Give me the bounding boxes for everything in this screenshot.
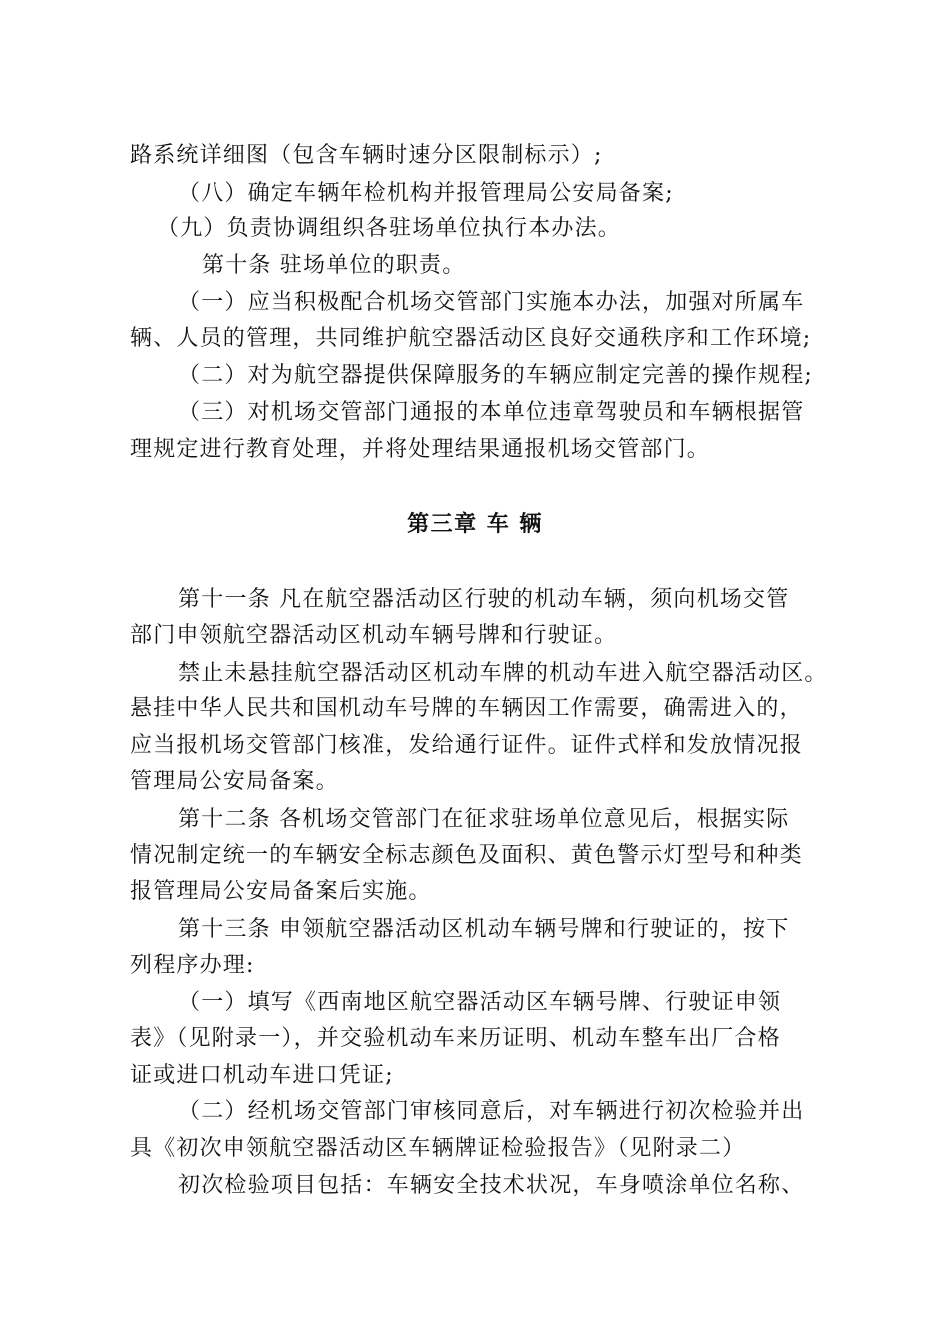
- chapter-heading: 第三章 车 辆: [407, 512, 543, 537]
- text-line: 第十二条 各机场交管部门在征求驻场单位意见后，根据实际: [178, 807, 790, 832]
- text-line: （一）填写《西南地区航空器活动区车辆号牌、行驶证申领: [178, 990, 782, 1015]
- text-line: 管理局公安局备案。: [130, 769, 339, 794]
- text-line: （二）对为航空器提供保障服务的车辆应制定完善的操作规程;: [178, 363, 814, 388]
- article-heading: 第十条 驻场单位的职责。: [202, 253, 466, 278]
- text-line: （八）确定车辆年检机构并报管理局公安局备案;: [178, 181, 674, 206]
- text-line: 第十一条 凡在航空器活动区行驶的机动车辆，须向机场交管: [178, 587, 790, 612]
- text-line: 表》（见附录一），并交验机动车来历证明、机动车整车出厂合格: [130, 1026, 781, 1051]
- text-line: 悬挂中华人民共和国机动车号牌的车辆因工作需要，确需进入的，: [130, 696, 803, 721]
- text-line: 报管理局公安局备案后实施。: [130, 879, 432, 904]
- text-line: 初次检验项目包括：车辆安全技术状况，车身喷涂单位名称、: [178, 1173, 805, 1198]
- text-line: 情况制定统一的车辆安全标志颜色及面积、黄色警示灯型号和种类: [130, 843, 803, 868]
- text-line: 第十三条 申领航空器活动区机动车辆号牌和行驶证的，按下: [178, 917, 790, 942]
- text-line: 列程序办理:: [130, 953, 255, 978]
- text-line: 辆、人员的管理，共同维护航空器活动区良好交通秩序和工作环境;: [130, 326, 812, 351]
- text-line: 证或进口机动车进口凭证;: [130, 1063, 394, 1088]
- text-line: 具《初次申领航空器活动区车辆牌证检验报告》（见附录二）: [130, 1136, 746, 1161]
- text-line: 路系统详细图（包含车辆时速分区限制标示）;: [130, 143, 603, 168]
- text-line: （二）经机场交管部门审核同意后，对车辆进行初次检验并出: [178, 1099, 805, 1124]
- text-line: 部门申领航空器活动区机动车辆号牌和行驶证。: [130, 623, 618, 648]
- text-line: （九）负责协调组织各驻场单位执行本办法。: [157, 216, 622, 241]
- text-line: 应当报机场交管部门核准，发给通行证件。证件式样和发放情况报: [130, 733, 803, 758]
- text-line: （一）应当积极配合机场交管部门实施本办法，加强对所属车: [178, 290, 805, 315]
- text-line: （三）对机场交管部门通报的本单位违章驾驶员和车辆根据管: [178, 400, 805, 425]
- text-line: 禁止未悬挂航空器活动区机动车牌的机动车进入航空器活动区。: [178, 661, 828, 686]
- text-line: 理规定进行教育处理，并将处理结果通报机场交管部门。: [130, 437, 711, 462]
